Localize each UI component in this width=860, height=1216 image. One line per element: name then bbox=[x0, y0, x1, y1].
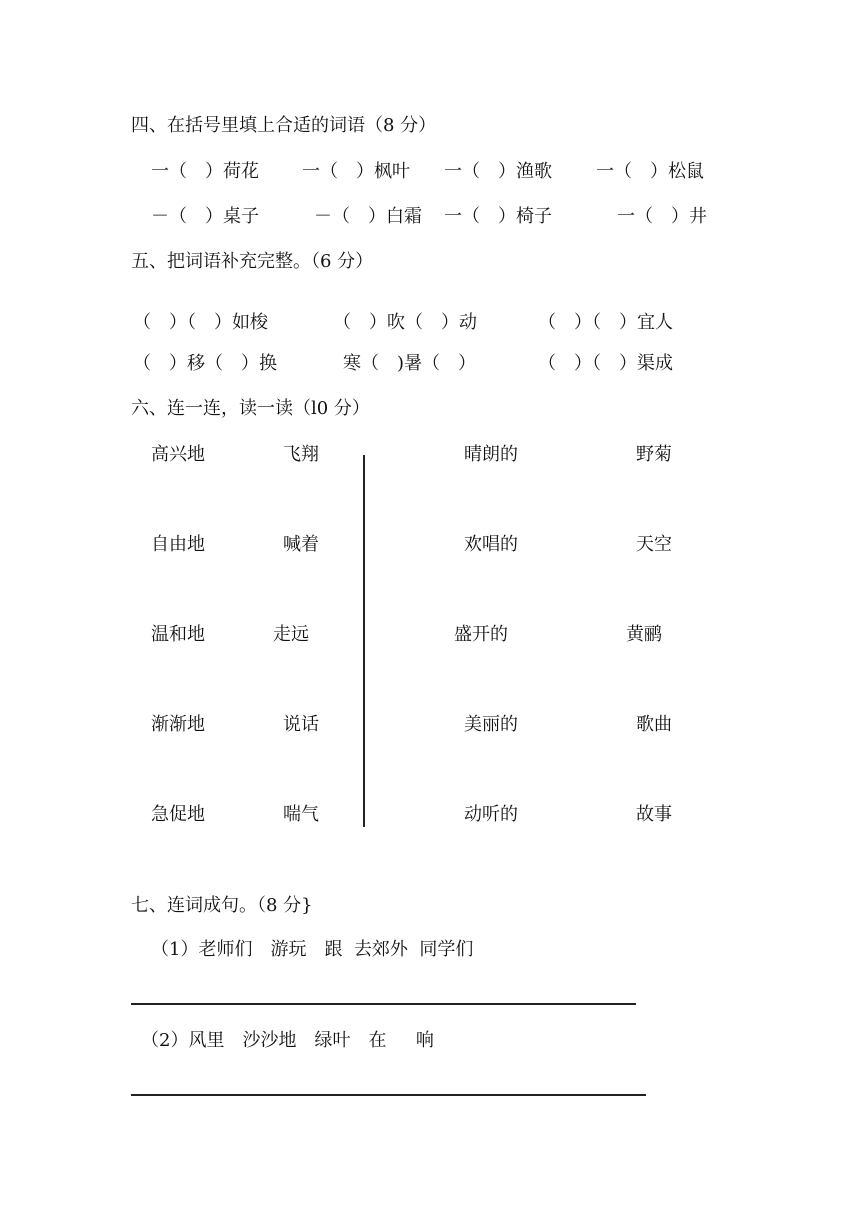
match-word: 晴朗的 bbox=[464, 444, 518, 465]
match-word: 说话 bbox=[283, 714, 319, 735]
match-word: 动听的 bbox=[464, 804, 518, 825]
match-word: 美丽的 bbox=[464, 714, 518, 735]
match-word: 盛开的 bbox=[454, 624, 508, 645]
question-1: （1）老师们 游玩 跟 去郊外 同学们 bbox=[151, 939, 474, 960]
match-word: 欢唱的 bbox=[464, 534, 518, 555]
idiom-item: 寒（ )暑（ ） bbox=[343, 353, 477, 374]
blank-item: 一（ ）荷花 bbox=[151, 161, 259, 182]
idiom-item: （ ）（ ）宜人 bbox=[538, 312, 673, 333]
question-2: （2）风里 沙沙地 绿叶 在 响 bbox=[141, 1030, 434, 1051]
match-word: 天空 bbox=[636, 534, 672, 555]
match-word: 野菊 bbox=[636, 444, 672, 465]
blank-item: 一（ ）松鼠 bbox=[596, 161, 704, 182]
match-word: 急促地 bbox=[151, 804, 205, 825]
match-word: 渐渐地 bbox=[151, 714, 205, 735]
blank-item: 一（ ）椅子 bbox=[444, 206, 552, 227]
blank-item: 一（ ）井 bbox=[617, 206, 707, 227]
blank-item: －（ ）桌子 bbox=[151, 206, 259, 227]
idiom-item: （ ）（ ）如梭 bbox=[133, 312, 268, 333]
section-6-heading: 六、连一连，读一读（l0 分） bbox=[131, 398, 370, 419]
blank-item: 一（ ）枫叶 bbox=[302, 161, 410, 182]
match-word: 走远 bbox=[273, 624, 309, 645]
section-4-heading: 四、在括号里填上合适的词语（8 分） bbox=[131, 115, 437, 136]
blank-item: －（ ）白霜 bbox=[314, 206, 422, 227]
answer-line-2 bbox=[131, 1094, 646, 1096]
match-word: 黄鹂 bbox=[626, 624, 662, 645]
match-word: 温和地 bbox=[151, 624, 205, 645]
idiom-item: （ ）移（ ）换 bbox=[133, 353, 277, 374]
section-7-heading: 七、连词成句。（8 分} bbox=[131, 895, 313, 916]
match-word: 喘气 bbox=[283, 804, 319, 825]
idiom-item: （ ）（ ）渠成 bbox=[538, 353, 673, 374]
answer-line-1 bbox=[131, 1003, 636, 1005]
match-word: 飞翔 bbox=[283, 444, 319, 465]
match-word: 故事 bbox=[636, 804, 672, 825]
match-word: 歌曲 bbox=[636, 714, 672, 735]
section-5-heading: 五、把词语补充完整。（6 分） bbox=[131, 251, 374, 272]
match-word: 高兴地 bbox=[151, 444, 205, 465]
match-word: 自由地 bbox=[151, 534, 205, 555]
blank-item: 一（ ）渔歌 bbox=[444, 161, 552, 182]
idiom-item: （ ）吹（ ）动 bbox=[333, 312, 477, 333]
divider-line bbox=[363, 455, 365, 827]
match-word: 喊着 bbox=[283, 534, 319, 555]
